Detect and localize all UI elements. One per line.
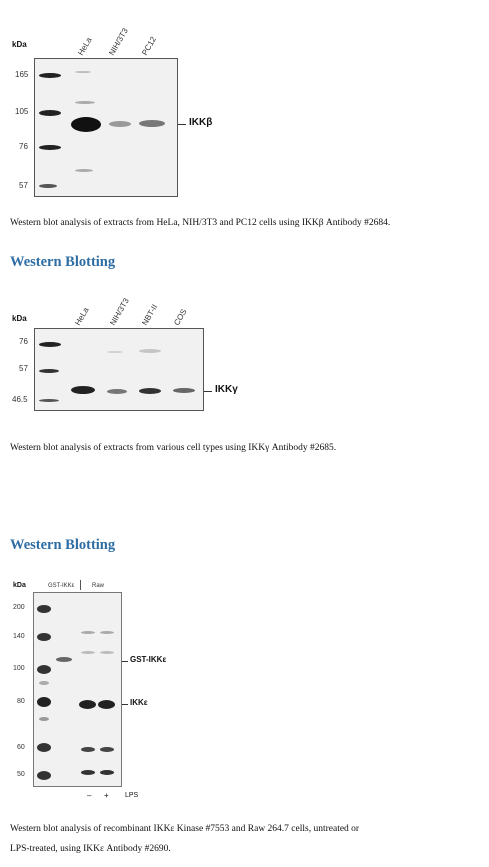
marker-100: 100 <box>13 665 25 672</box>
ladder-band <box>37 771 51 780</box>
blot-3-membrane <box>33 592 122 787</box>
marker-46-5: 46.5 <box>12 395 28 404</box>
ladder-band <box>37 665 51 674</box>
marker-60: 60 <box>17 744 25 751</box>
ikkg-band-nih3t3 <box>107 389 127 394</box>
blot-3-group-gst: GST-IKKε <box>48 583 75 589</box>
faint-band <box>75 101 95 104</box>
blot-2-lane-cos: COS <box>172 307 189 327</box>
ladder-band <box>39 184 57 188</box>
marker-165: 165 <box>15 70 29 79</box>
blot-2-membrane <box>34 328 204 411</box>
faint-band <box>100 651 114 654</box>
blot-2-lane-hela: HeLa <box>73 305 91 327</box>
lower-band <box>81 747 95 752</box>
gst-ikke-band <box>56 657 72 662</box>
faint-band <box>139 349 161 353</box>
faint-band <box>107 351 123 353</box>
blot-2-lane-nih3t3: NIH/3T3 <box>108 296 131 327</box>
blot-3-target-gst-ikke: GST-IKKε <box>130 655 167 664</box>
ladder-band <box>37 605 51 613</box>
target-pointer-line <box>122 704 128 705</box>
marker-80: 80 <box>17 698 25 705</box>
treatment-plus: + <box>104 791 109 800</box>
caption-3-line-1: Western blot analysis of recombinant IKKε Kinase #7553 and Raw 264.7 cells, untreated or <box>10 824 360 834</box>
ikkg-band-hela <box>71 386 95 394</box>
faint-band <box>81 651 95 654</box>
ladder-band <box>39 110 61 116</box>
lower-band <box>100 770 114 775</box>
faint-band <box>100 631 114 634</box>
ladder-band <box>39 399 59 402</box>
ladder-band <box>39 369 59 373</box>
caption-2: Western blot analysis of extracts from various cell types using IKKγ Antibody #2685. <box>10 443 337 453</box>
faint-band <box>39 681 49 685</box>
blot-2-lane-nbtii: NBT-II <box>140 302 160 327</box>
blot-3-kda-label: kDa <box>13 582 26 589</box>
ikke-band-untreated <box>79 700 96 709</box>
caption-3-line-2: LPS-treated, using IKKε Antibody #2690. <box>10 844 171 854</box>
group-divider <box>80 580 81 590</box>
blot-2-kda-label: kDa <box>12 314 27 323</box>
faint-band <box>75 71 91 73</box>
faint-band <box>75 169 93 172</box>
blot-1-target-label: IKKβ <box>189 117 213 128</box>
ladder-band <box>39 73 61 78</box>
ikke-band-lps <box>98 700 115 709</box>
blot-3-target-ikke: IKKε <box>130 698 148 707</box>
treatment-label-lps: LPS <box>125 792 139 799</box>
blot-1-lane-hela: HeLa <box>76 35 94 57</box>
blot-1-membrane <box>34 58 178 197</box>
target-pointer-line <box>204 391 212 392</box>
marker-76: 76 <box>19 337 28 346</box>
blot-1-kda-label: kDa <box>12 40 27 49</box>
ladder-band <box>37 743 51 752</box>
faint-band <box>39 717 49 721</box>
ladder-band <box>39 145 61 150</box>
lower-band <box>100 747 114 752</box>
blot-1-lane-pc12: PC12 <box>140 35 159 57</box>
caption-1: Western blot analysis of extracts from HeLa, NIH/3T3 and PC12 cells using IKKβ Antibody #2684. <box>10 218 391 228</box>
blot-1-lane-nih3t3: NIH/3T3 <box>107 26 130 57</box>
marker-57: 57 <box>19 181 28 190</box>
blot-3-group-raw: Raw <box>92 583 105 589</box>
ikkg-band-nbtii <box>139 388 161 394</box>
blot-2-target-label: IKKγ <box>215 384 238 395</box>
faint-band <box>81 631 95 634</box>
ladder-band <box>37 697 51 707</box>
marker-57: 57 <box>19 364 28 373</box>
marker-50: 50 <box>17 771 25 778</box>
ikkg-band-cos <box>173 388 195 393</box>
ikkb-band-hela <box>71 117 101 132</box>
ikkb-band-pc12 <box>139 120 165 127</box>
lower-band <box>81 770 95 775</box>
marker-140: 140 <box>13 633 25 640</box>
ladder-band <box>37 633 51 641</box>
section-heading-2: Western Blotting <box>10 254 116 270</box>
target-pointer-line <box>122 661 128 662</box>
treatment-minus: – <box>87 791 92 800</box>
ladder-band <box>39 342 61 347</box>
target-pointer-line <box>178 124 186 125</box>
marker-105: 105 <box>15 107 29 116</box>
ikkb-band-nih3t3 <box>109 121 131 127</box>
marker-76: 76 <box>19 142 28 151</box>
marker-200: 200 <box>13 604 25 611</box>
section-heading-3: Western Blotting <box>10 537 116 553</box>
